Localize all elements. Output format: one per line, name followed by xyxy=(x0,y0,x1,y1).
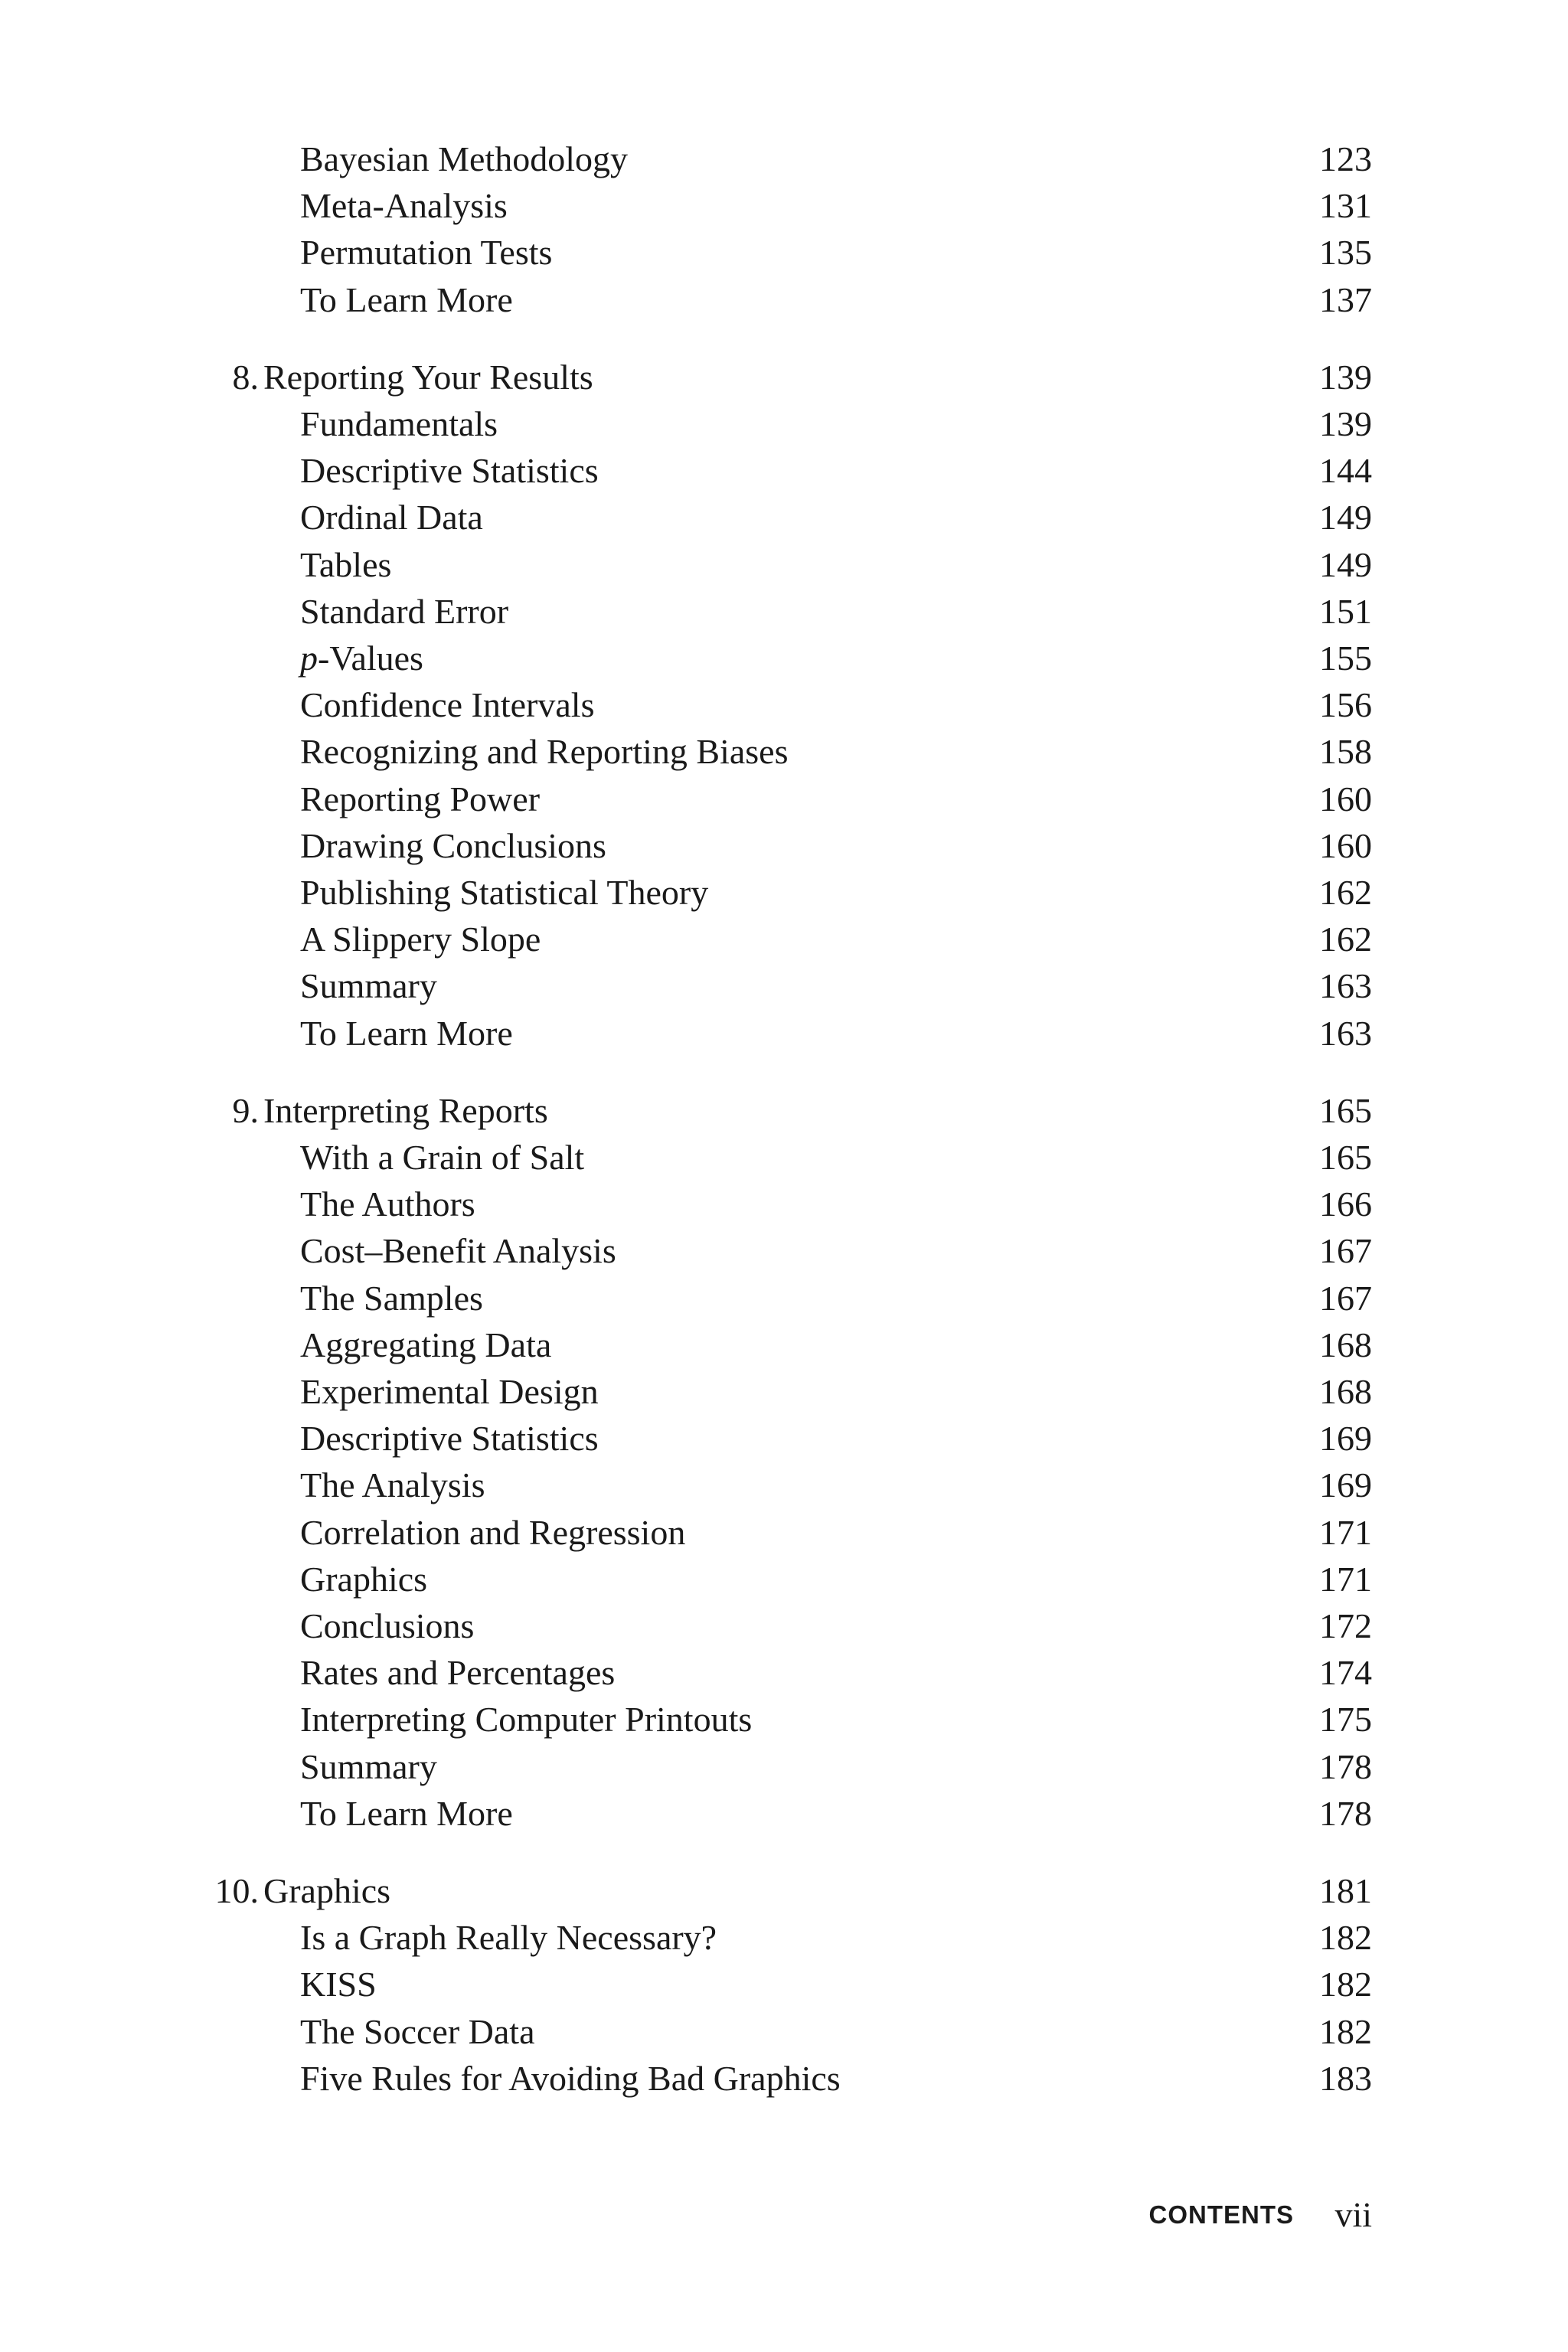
toc-section-row xyxy=(0,1416,1568,1462)
page-number: 172 xyxy=(1319,1606,1372,1645)
toc-section-row xyxy=(0,1276,1568,1321)
toc-section-row xyxy=(0,1962,1568,2007)
toc-section-row xyxy=(0,542,1568,588)
title-text: -Values xyxy=(318,639,423,678)
page-number: 171 xyxy=(1319,1512,1372,1552)
page-number: 178 xyxy=(1319,1746,1372,1786)
page-number: 163 xyxy=(1319,966,1372,1006)
page-number: 151 xyxy=(1319,591,1372,631)
toc-section-row xyxy=(0,870,1568,916)
toc-section-row xyxy=(0,1011,1568,1057)
page-number: 163 xyxy=(1319,1013,1372,1053)
section-title xyxy=(300,635,423,681)
page-number: 165 xyxy=(1319,1090,1372,1130)
toc-section-row xyxy=(0,1557,1568,1602)
toc-section-row xyxy=(0,729,1568,775)
page-number: 144 xyxy=(1319,451,1372,491)
page-number: 168 xyxy=(1319,1325,1372,1364)
toc-section-row xyxy=(0,1915,1568,1961)
section-title: Fundamentals xyxy=(300,404,498,443)
toc-section-row xyxy=(0,495,1568,541)
section-title: Publishing Statistical Theory xyxy=(300,873,709,912)
section-title: Aggregating Data xyxy=(300,1325,552,1364)
section-title: Standard Error xyxy=(300,591,509,631)
page-number: 155 xyxy=(1319,639,1372,678)
page-number: 182 xyxy=(1319,2011,1372,2051)
page-number: 181 xyxy=(1319,1871,1372,1910)
section-title: With a Grain of Salt xyxy=(300,1138,585,1177)
toc-section-row xyxy=(0,1228,1568,1274)
page-number: 135 xyxy=(1319,233,1372,273)
section-title: Permutation Tests xyxy=(300,233,553,273)
section-title: Summary xyxy=(300,966,437,1006)
footer-label: CONTENTS xyxy=(1148,2200,1294,2229)
section-title: Descriptive Statistics xyxy=(300,1419,599,1459)
toc-section-row xyxy=(0,183,1568,229)
section-title: Interpreting Computer Printouts xyxy=(300,1700,753,1740)
section-title: Five Rules for Avoiding Bad Graphics xyxy=(300,2058,841,2098)
toc-section-row xyxy=(0,1650,1568,1696)
page-number: 182 xyxy=(1319,1965,1372,2004)
page-number: 165 xyxy=(1319,1138,1372,1177)
section-title: To Learn More xyxy=(300,279,513,319)
section-title: KISS xyxy=(300,1965,377,2004)
chapter-number: 10. xyxy=(214,1871,259,1910)
toc-section-row xyxy=(0,916,1568,962)
page-number: 158 xyxy=(1319,732,1372,772)
section-title: Correlation and Regression xyxy=(300,1512,686,1552)
section-title: Is a Graph Really Necessary? xyxy=(300,1918,717,1958)
toc-section-row xyxy=(0,635,1568,681)
toc-section-row xyxy=(0,776,1568,822)
page-number: 174 xyxy=(1319,1653,1372,1693)
page-number: 156 xyxy=(1319,685,1372,725)
toc-section-row xyxy=(0,1462,1568,1508)
section-title: Rates and Percentages xyxy=(300,1653,616,1693)
page-number: 162 xyxy=(1319,920,1372,959)
page-number: 182 xyxy=(1319,1918,1372,1958)
toc-chapter-row xyxy=(0,1088,1568,1134)
chapter-number: 8. xyxy=(232,357,259,397)
chapter-title: Graphics xyxy=(263,1871,391,1910)
page-number: 166 xyxy=(1319,1184,1372,1224)
toc-section-row xyxy=(0,1322,1568,1368)
toc-chapter-row xyxy=(0,1868,1568,1914)
page-number: 123 xyxy=(1319,139,1372,178)
section-title: Meta-Analysis xyxy=(300,186,508,226)
section-title: Reporting Power xyxy=(300,779,541,818)
page-number: 149 xyxy=(1319,498,1372,537)
page-number: 178 xyxy=(1319,1793,1372,1833)
page-number: 131 xyxy=(1319,186,1372,226)
page-number: 160 xyxy=(1319,779,1372,818)
section-title: To Learn More xyxy=(300,1793,513,1833)
page-number: 137 xyxy=(1319,279,1372,319)
section-title: Cost–Benefit Analysis xyxy=(300,1231,616,1271)
toc-chapter-row xyxy=(0,354,1568,400)
page-number: 160 xyxy=(1319,825,1372,865)
toc-section-row xyxy=(0,1510,1568,1556)
page-number: 162 xyxy=(1319,873,1372,912)
toc-section-row xyxy=(0,1697,1568,1743)
running-footer xyxy=(0,2188,1568,2242)
toc-section-row xyxy=(0,682,1568,728)
section-title: Drawing Conclusions xyxy=(300,825,606,865)
toc-section-row xyxy=(0,1744,1568,1790)
section-title: Conclusions xyxy=(300,1606,475,1645)
chapter-title: Reporting Your Results xyxy=(263,357,593,397)
section-title: A Slippery Slope xyxy=(300,920,541,959)
toc-section-row xyxy=(0,2009,1568,2055)
page-number: 169 xyxy=(1319,1419,1372,1459)
section-title: The Analysis xyxy=(300,1465,485,1505)
page-number: 169 xyxy=(1319,1465,1372,1505)
toc-section-row xyxy=(0,2056,1568,2102)
section-title: The Authors xyxy=(300,1184,475,1224)
toc-section-row xyxy=(0,1369,1568,1415)
page-number: 139 xyxy=(1319,357,1372,397)
section-title: Experimental Design xyxy=(300,1372,599,1411)
page-number: 183 xyxy=(1319,2058,1372,2098)
page-number: 168 xyxy=(1319,1372,1372,1411)
footer-page-number: vii xyxy=(1334,2195,1372,2234)
section-title: Recognizing and Reporting Biases xyxy=(300,732,789,772)
page-number: 171 xyxy=(1319,1559,1372,1599)
section-title: Ordinal Data xyxy=(300,498,483,537)
section-title: Graphics xyxy=(300,1559,428,1599)
toc-section-row xyxy=(0,1135,1568,1181)
toc-section-row xyxy=(0,1791,1568,1837)
toc-section-row xyxy=(0,1603,1568,1649)
page-number: 167 xyxy=(1319,1231,1372,1271)
section-title: The Soccer Data xyxy=(300,2011,535,2051)
toc-section-row xyxy=(0,963,1568,1009)
page-number: 175 xyxy=(1319,1700,1372,1740)
toc-section-row xyxy=(0,823,1568,869)
toc-section-row xyxy=(0,230,1568,276)
toc-section-row xyxy=(0,448,1568,494)
section-title: Summary xyxy=(300,1746,437,1786)
section-title: Bayesian Methodology xyxy=(300,139,628,178)
toc-section-row xyxy=(0,589,1568,635)
page-number: 167 xyxy=(1319,1278,1372,1318)
section-title: To Learn More xyxy=(300,1013,513,1053)
toc-section-row xyxy=(0,136,1568,182)
italic-prefix: p xyxy=(300,639,318,678)
section-title: Descriptive Statistics xyxy=(300,451,599,491)
toc-section-row xyxy=(0,1181,1568,1227)
page-number: 149 xyxy=(1319,544,1372,584)
toc-section-row xyxy=(0,401,1568,447)
page-number: 139 xyxy=(1319,404,1372,443)
section-title: The Samples xyxy=(300,1278,483,1318)
section-title: Confidence Intervals xyxy=(300,685,595,725)
toc-section-row xyxy=(0,277,1568,323)
chapter-title: Interpreting Reports xyxy=(263,1090,548,1130)
section-title: Tables xyxy=(300,544,392,584)
chapter-number: 9. xyxy=(232,1090,259,1130)
